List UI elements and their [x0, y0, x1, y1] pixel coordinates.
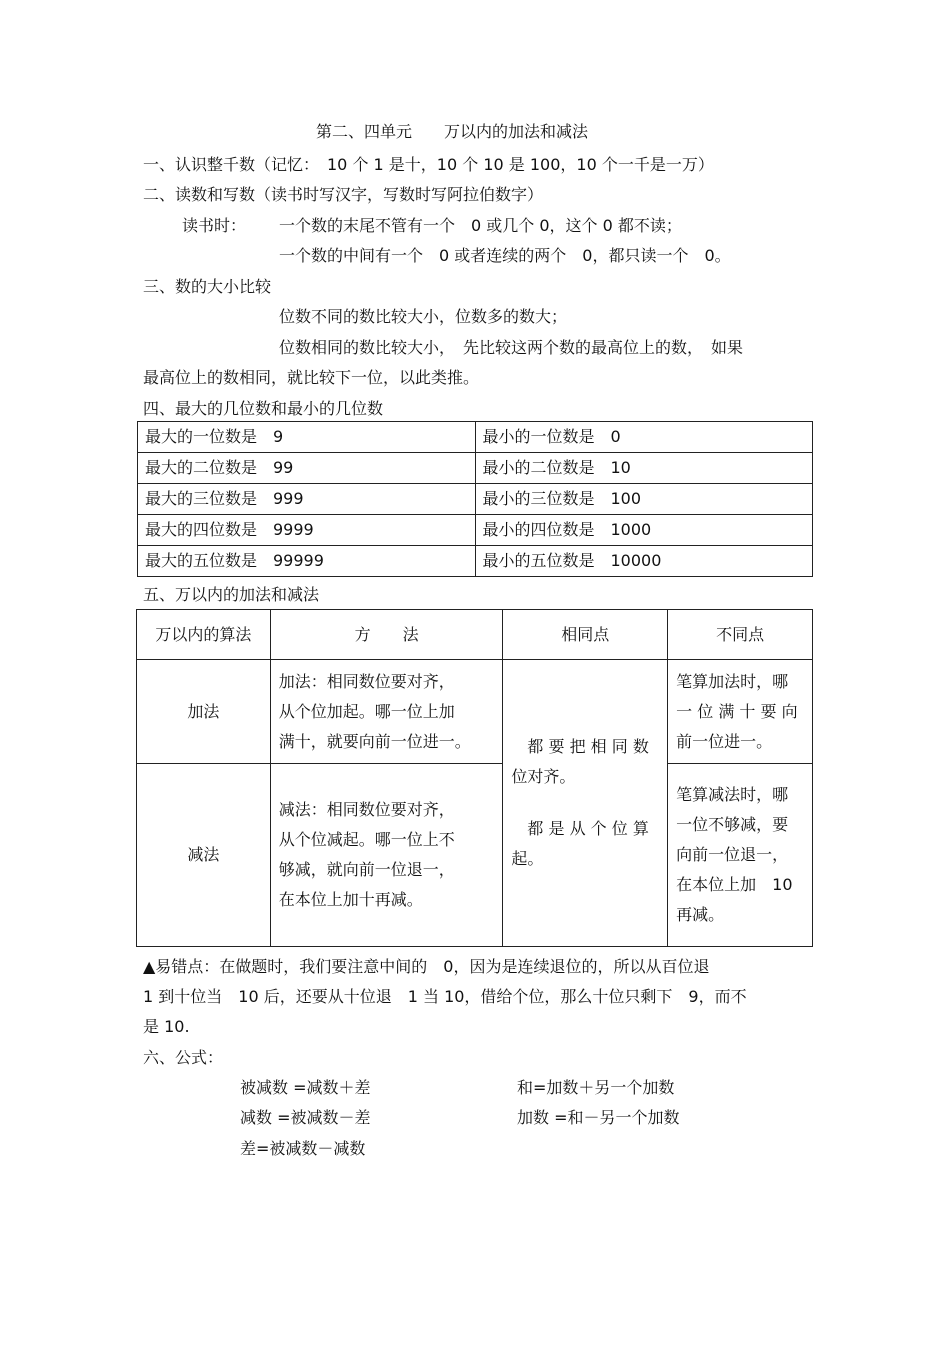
- page-title: 第二、四单元 万以内的加法和减法: [316, 122, 589, 141]
- common-point-line: 起。: [511, 849, 544, 868]
- section-3-heading: 三、数的大小比较: [143, 277, 272, 296]
- add-sub-methods-table: [136, 609, 813, 947]
- min-cell: 最小的二位数是 10: [475, 453, 813, 484]
- subtraction-diff-line: 笔算减法时，哪: [676, 785, 789, 804]
- min-cell: 最小的五位数是 10000: [475, 546, 813, 577]
- addition-method: [270, 660, 503, 764]
- table-row-subtraction: [137, 764, 813, 947]
- max-cell: 最大的一位数是 9: [138, 422, 476, 453]
- subtraction-name: 减法: [137, 764, 271, 947]
- common-point-line: 位对齐。: [511, 767, 576, 786]
- max-min-digits-table: [137, 421, 813, 577]
- common-point-line: 都 要 把 相 同 数: [511, 737, 649, 756]
- reading-label: 读书时：: [182, 216, 247, 235]
- common-points: [503, 660, 668, 947]
- reading-rule-1: 一个数的末尾不管有一个 0 或几个 0，这个 0 都不读；: [279, 216, 682, 235]
- header-difference: 不同点: [668, 610, 813, 660]
- table-header-row: [137, 610, 813, 660]
- subtraction-difference: [668, 764, 813, 947]
- subtraction-diff-line: 一位不够减，要: [676, 815, 789, 834]
- min-cell: 最小的三位数是 100: [475, 484, 813, 515]
- reading-rule-2: 一个数的中间有一个 0 或者连续的两个 0，都只读一个 0。: [279, 246, 731, 265]
- header-similarity: 相同点: [503, 610, 668, 660]
- table-row: [138, 484, 813, 515]
- subtraction-method-line: 减法：相同数位要对齐，: [278, 800, 455, 819]
- max-cell: 最大的三位数是 999: [138, 484, 476, 515]
- section-2-heading: 二、读数和写数（读书时写汉字，写数时写阿拉伯数字）: [143, 185, 544, 204]
- addition-diff-line: 一 位 满 十 要 向: [676, 701, 798, 721]
- subtraction-diff-line: 在本位上加 10: [676, 875, 793, 894]
- error-note-line: 是 10.: [143, 1017, 190, 1036]
- table-row-addition: [137, 660, 813, 764]
- error-note-line: ▲易错点：在做题时，我们要注意中间的 0，因为是连续退位的，所以从百位退: [143, 957, 710, 976]
- formula-difference: 差=被减数－减数: [240, 1139, 366, 1158]
- section-5-heading: 五、万以内的加法和减法: [143, 585, 320, 604]
- error-note-line: 1 到十位当 10 后，还要从十位退 1 当 10，借给个位，那么十位只剩下 9，而不: [143, 987, 747, 1006]
- compare-rule-2-continued: 最高位上的数相同，就比较下一位，以此类推。: [143, 368, 480, 387]
- formula-sum: 和=加数＋另一个加数: [517, 1078, 675, 1097]
- subtraction-method: [270, 764, 503, 947]
- max-cell: 最大的四位数是 9999: [138, 515, 476, 546]
- common-point-line: 都 是 从 个 位 算: [511, 819, 649, 838]
- table-row: [138, 453, 813, 484]
- compare-rule-2: 位数相同的数比较大小， 先比较这两个数的最高位上的数， 如果: [279, 338, 744, 357]
- common-point: [511, 814, 659, 874]
- addition-method-line: 满十，就要向前一位进一。: [278, 731, 471, 751]
- formula-minuend: 被减数 =减数＋差: [240, 1078, 371, 1097]
- section-4-heading: 四、最大的几位数和最小的几位数: [143, 399, 384, 418]
- subtraction-diff-line: 再减。: [676, 905, 725, 924]
- addition-method-line: 从个位加起。哪一位上加: [278, 701, 455, 721]
- table-row: [138, 546, 813, 577]
- addition-diff-line: 笔算加法时，哪: [676, 671, 789, 691]
- section-6-heading: 六、公式：: [143, 1048, 224, 1067]
- min-cell: 最小的一位数是 0: [475, 422, 813, 453]
- subtraction-method-line: 在本位上加十再减。: [278, 890, 423, 909]
- section-1-heading: 一、认识整千数（记忆： 10 个 1 是十，10 个 10 是 100，10 个一千是一万）: [143, 155, 714, 174]
- table-row: [138, 515, 813, 546]
- subtraction-method-line: 从个位减起。哪一位上不: [278, 830, 455, 849]
- header-algorithm: 万以内的算法: [137, 610, 271, 660]
- subtraction-method-line: 够减，就向前一位退一，: [278, 860, 455, 879]
- addition-diff-line: 前一位进一。: [676, 731, 773, 751]
- min-cell: 最小的四位数是 1000: [475, 515, 813, 546]
- subtraction-diff-line: 向前一位退一，: [676, 845, 789, 864]
- max-cell: 最大的二位数是 99: [138, 453, 476, 484]
- addition-name: 加法: [137, 660, 271, 764]
- addition-difference: [668, 660, 813, 764]
- table-row: [138, 422, 813, 453]
- header-method: 方 法: [270, 610, 503, 660]
- compare-rule-1: 位数不同的数比较大小，位数多的数大；: [279, 307, 568, 326]
- formula-addend: 加数 =和－另一个加数: [517, 1108, 680, 1127]
- common-point: [511, 732, 659, 792]
- max-cell: 最大的五位数是 99999: [138, 546, 476, 577]
- addition-method-line: 加法：相同数位要对齐，: [278, 671, 455, 691]
- formula-subtrahend: 减数 =被减数－差: [240, 1108, 371, 1127]
